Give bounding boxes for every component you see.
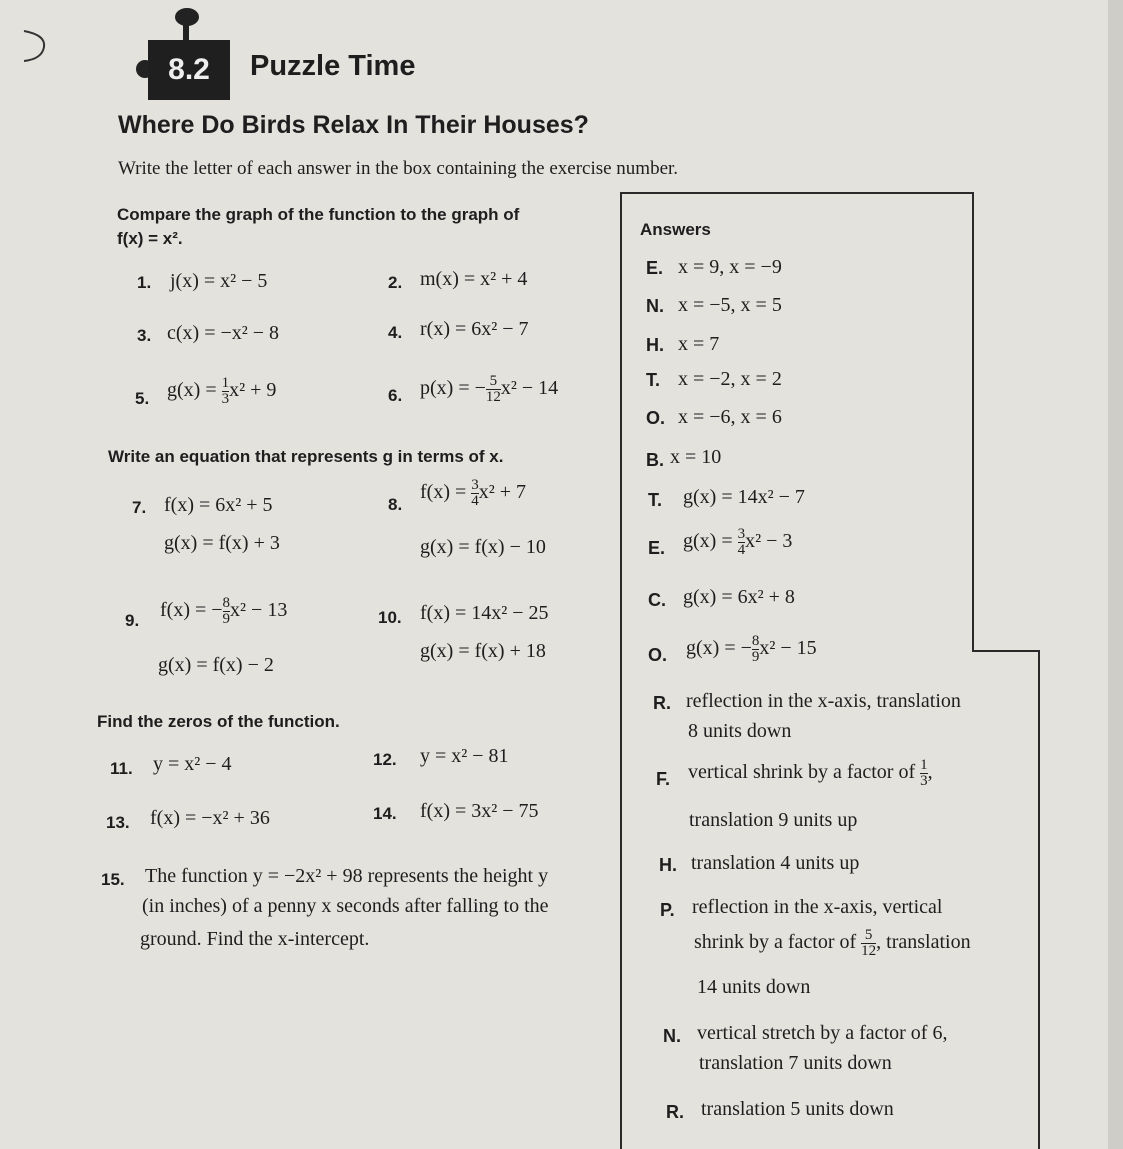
eq-prefix: g(x) = [167,379,222,402]
lesson-badge: 8.2 [148,40,230,100]
exercise-number: 12. [373,750,397,769]
answer-letter: H. [659,855,677,875]
exercise-equation: r(x) = 6x² − 7 [420,318,529,340]
fraction [486,374,501,405]
answer-letter: R. [666,1102,684,1122]
answer-text: translation 5 units down [701,1098,894,1120]
answer-letter: N. [663,1026,681,1046]
fraction [920,758,928,789]
eq-prefix: g(x) = [683,530,738,553]
exercise-equation: g(x) = f(x) − 10 [420,536,546,558]
exercise-equation [420,478,526,509]
exercise-equation: y = x² − 81 [420,745,509,767]
frac-den: 9 [751,649,760,665]
exercise-number: 6. [388,386,403,405]
curl-mark-icon [20,25,50,65]
right-edge-shadow [1108,0,1123,1149]
frac-num: 3 [471,477,479,493]
exercise-equation: g(x) = f(x) − 2 [158,654,274,676]
eq-prefix: shrink by a factor of [694,931,862,954]
page-title: Puzzle Time [250,50,416,82]
answer-text: vertical stretch by a factor of 6, [697,1022,948,1044]
answer-letter: O. [646,408,666,428]
fraction [223,596,231,627]
eq-suffix: x² − 15 [759,637,817,660]
eq-prefix: p(x) = − [420,377,486,400]
answer-text: x = −6, x = 6 [678,406,782,428]
answer-text: x = 10 [670,446,722,468]
exercise-equation: f(x) = −x² + 36 [150,807,270,829]
answer-letter: P. [660,900,675,920]
exercise-number: 8. [388,495,403,514]
exercise-number: 2. [388,273,403,292]
frac-num: 1 [221,375,230,391]
answer-letter: E. [646,258,664,278]
exercise-equation: y = x² − 4 [153,753,232,775]
section3-heading: Find the zeros of the function. [97,712,340,731]
answer-letter: C. [648,590,666,610]
exercise-equation: g(x) = f(x) + 18 [420,640,546,662]
answer-letter: H. [646,335,664,355]
eq-suffix: x² − 3 [745,530,793,553]
eq-suffix: x² + 7 [478,481,527,504]
frac-num: 1 [920,757,928,773]
frac-num: 3 [737,526,746,542]
frac-num: 5 [486,374,501,390]
eq-prefix: f(x) = − [160,599,223,622]
answer-text [694,928,971,959]
fraction [738,527,746,558]
frac-den: 3 [221,391,230,407]
answer-text: 8 units down [688,720,792,742]
answer-letter: B. [646,450,664,470]
frac-num: 8 [222,595,231,611]
exercise-equation [167,376,276,407]
exercise-equation: j(x) = x² − 5 [170,270,268,292]
eq-prefix: g(x) = − [686,637,752,660]
eq-prefix: f(x) = [420,481,472,504]
answer-text: x = 7 [678,333,720,355]
answer-letter: E. [648,538,666,558]
answer-text: x = −2, x = 2 [678,368,782,390]
word-problem-line: The function y = −2x² + 98 represents the height y [145,865,549,887]
frac-den: 4 [737,542,746,558]
eq-suffix: x² + 9 [229,379,277,402]
section1-heading-line1: Compare the graph of the function to the graph of [117,205,520,224]
instructions: Write the letter of each answer in the box containing the exercise number. [118,158,679,179]
exercise-number: 5. [135,389,150,408]
word-problem-line: ground. Find the x-intercept. [140,928,370,950]
frac-den: 12 [861,943,877,959]
answer-text: reflection in the x-axis, translation [686,690,961,712]
fraction [471,478,479,509]
answer-letter: R. [653,693,671,713]
exercise-number: 1. [137,273,152,292]
answer-text: g(x) = 6x² + 8 [683,586,795,608]
exercise-equation: c(x) = −x² − 8 [167,322,280,344]
exercise-equation: g(x) = f(x) + 3 [164,532,280,554]
answer-letter: N. [646,296,664,316]
binding-line [183,20,189,42]
answers-box-left [620,192,622,1149]
exercise-equation [160,596,287,627]
answer-letter: T. [648,490,663,510]
answer-text: 14 units down [697,976,811,998]
exercise-number: 7. [132,498,147,517]
fraction [222,376,230,407]
answer-letter: T. [646,370,661,390]
exercise-equation: f(x) = 3x² − 75 [420,800,539,822]
page-subtitle: Where Do Birds Relax In Their Houses? [118,111,589,139]
exercise-equation: f(x) = 6x² + 5 [164,494,273,516]
exercise-equation: m(x) = x² + 4 [420,268,528,290]
exercise-number: 13. [106,813,130,832]
exercise-number: 15. [101,870,125,889]
exercise-number: 9. [125,611,140,630]
answer-text [688,758,933,789]
fraction [861,928,876,959]
frac-num: 8 [751,633,760,649]
answer-letter: O. [648,645,668,665]
section1-heading-line2: f(x) = x². [117,229,183,248]
eq-suffix: x² − 14 [500,377,559,400]
answer-text [686,634,817,665]
frac-num: 5 [861,928,876,944]
eq-suffix: , [927,761,933,784]
answer-letter: F. [656,769,671,789]
eq-suffix: x² − 13 [230,599,288,622]
answer-text: g(x) = 14x² − 7 [683,486,805,508]
answer-text: translation 7 units down [699,1052,892,1074]
answers-box-step [972,650,1040,652]
answer-text: x = −5, x = 5 [678,294,782,316]
answers-box-right-lower [1038,650,1040,1149]
section2-heading: Write an equation that represents g in terms of x. [108,447,504,466]
answer-text: translation 9 units up [689,809,858,831]
exercise-number: 4. [388,323,403,342]
answer-text: x = 9, x = −9 [678,256,782,278]
answer-text [683,527,792,558]
answers-heading: Answers [640,220,711,239]
answer-text: translation 4 units up [691,852,860,874]
exercise-number: 11. [110,759,133,778]
exercise-number: 10. [378,608,402,627]
exercise-equation: f(x) = 14x² − 25 [420,602,549,624]
word-problem-line: (in inches) of a penny x seconds after falling to the [142,895,549,917]
frac-den: 3 [920,773,928,789]
answers-box-right-upper [972,192,974,652]
frac-den: 4 [471,493,479,509]
exercise-number: 3. [137,326,152,345]
frac-den: 12 [485,389,501,405]
exercise-number: 14. [373,804,397,823]
eq-prefix: vertical shrink by a factor of [688,761,921,784]
frac-den: 9 [222,611,231,627]
eq-suffix: , translation [876,931,971,954]
answers-box-top [620,192,974,194]
exercise-equation [420,374,558,405]
answer-text: reflection in the x-axis, vertical [692,896,943,918]
